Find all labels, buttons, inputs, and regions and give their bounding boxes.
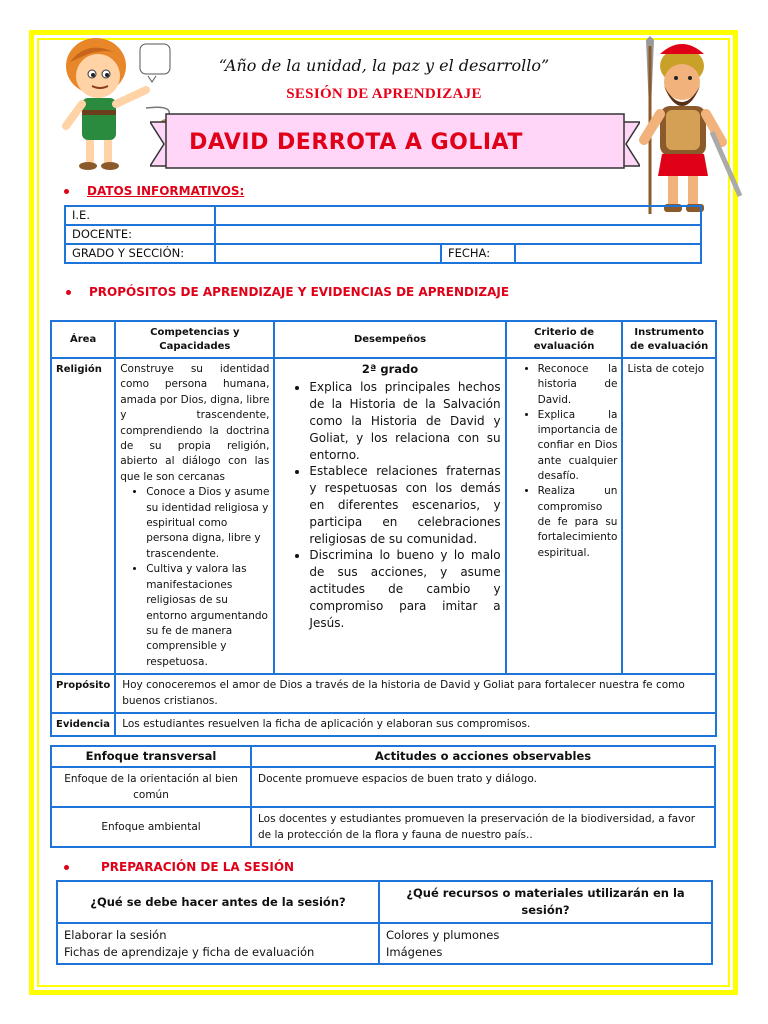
actitud-cell: Los docentes y estudiantes promueven la preservación de la biodiversidad, a favor de la protección de la flora y fauna de nuestro país.. [251, 807, 715, 847]
list-item: • Explica los principales hechos de la Historia de la Salvación como la Historia de David y Goliat, y los relaciona con su entorno. [309, 379, 500, 463]
header-instrumento: Instrumento de evaluación [622, 321, 716, 358]
fecha-value[interactable] [515, 244, 701, 263]
proposito-label: Propósito [51, 674, 115, 713]
list-item: • Conoce a Dios y asume su identidad religiosa y espiritual como persona digna, libre y trascendente. [146, 485, 269, 562]
datos-heading [64, 184, 244, 198]
list-item: • Realiza un compromiso de fe para su fortalecimiento espiritual. [538, 484, 618, 560]
antes-cell [57, 923, 379, 964]
header-area: Área [51, 321, 115, 358]
recursos-cell [379, 923, 712, 964]
enfoques-table [50, 745, 716, 848]
antes-item: Elaborar la sesión [64, 928, 167, 942]
list-item: • Cultiva y valora las manifestaciones religiosas de su entorno argumentando su fe de manera comprensible y respetuosa. [146, 562, 269, 670]
motto-text: “Año de la unidad, la paz y el desarrollo” [218, 56, 550, 75]
propositos-table [50, 320, 717, 737]
header-enfoque: Enfoque transversal [51, 746, 251, 767]
grado-value[interactable] [215, 244, 441, 263]
criterio-cell [506, 358, 623, 674]
preparacion-table [56, 880, 713, 965]
header-desempenos: Desempeños [274, 321, 505, 358]
area-cell: Religión [51, 358, 115, 674]
competencias-cell [115, 358, 274, 674]
preparacion-heading [64, 860, 294, 874]
fecha-label: FECHA: [441, 244, 515, 263]
header-antes: ¿Qué se debe hacer antes de la sesión? [57, 881, 379, 923]
header-criterio: Criterio de evaluación [506, 321, 623, 358]
antes-item: Fichas de aprendizaje y ficha de evaluación [64, 944, 315, 959]
desempenos-cell [274, 358, 505, 674]
ie-label: I.E. [65, 206, 215, 225]
enfoque-cell: Enfoque ambiental [51, 807, 251, 847]
proposito-text: Hoy conoceremos el amor de Dios a través de la historia de David y Goliat para fortalecer nuestra fe como buenos cristianos. [115, 674, 716, 713]
page-title: DAVID DERROTA A GOLIAT [189, 129, 523, 155]
docente-value[interactable] [215, 225, 701, 244]
list-item: • Explica la importancia de confiar en Dios ante cualquier desafío. [538, 408, 618, 484]
bullet-icon [66, 290, 71, 295]
header-actitudes: Actitudes o acciones observables [251, 746, 715, 767]
header-competencias: Competencias y Capacidades [115, 321, 274, 358]
recursos-item: Colores y plumones [386, 928, 500, 942]
evidencia-label: Evidencia [51, 713, 115, 736]
desempenos-list [309, 379, 500, 631]
recursos-item: Imágenes [386, 944, 443, 959]
bullet-icon [64, 189, 69, 194]
evidencia-text: Los estudiantes resuelven la ficha de aplicación y elaboran sus compromisos. [115, 713, 716, 736]
session-label: SESIÓN DE APRENDIZAJE [286, 86, 482, 102]
docente-label: DOCENTE: [65, 225, 215, 244]
ie-value[interactable] [215, 206, 701, 225]
competencia-text: Construye su identidad como persona humana, amada por Dios, digna, libre y trascendente, comprendiendo la doctrina de su propia religión, abierto al diálogo con las que le son cercanas [120, 363, 270, 483]
bullet-icon [64, 865, 69, 870]
criterios-list [538, 362, 618, 561]
capacidades-list [146, 485, 269, 670]
grado-label: GRADO Y SECCIÓN: [65, 244, 215, 263]
grade-label: 2ª grado [361, 362, 419, 376]
enfoque-cell: Enfoque de la orientación al bien común [51, 767, 251, 807]
list-item: • Establece relaciones fraternas y respetuosas con los demás en diferentes escenarios, y participa en celebraciones religiosas de su comunidad. [309, 463, 500, 547]
list-item: • Reconoce la historia de David. [538, 362, 618, 408]
actitud-cell: Docente promueve espacios de buen trato y diálogo. [251, 767, 715, 807]
preparacion-heading-text: PREPARACIÓN DE LA SESIÓN [101, 860, 295, 874]
datos-heading-text: DATOS INFORMATIVOS: [87, 184, 245, 198]
datos-table [64, 205, 702, 264]
instrumento-cell: Lista de cotejo [622, 358, 716, 674]
list-item: • Discrimina lo bueno y lo malo de sus acciones, y asume actitudes de cambio y compromiso para imitar a Jesús. [309, 547, 500, 631]
propositos-heading [66, 285, 509, 299]
header-recursos: ¿Qué recursos o materiales utilizarán en la sesión? [379, 881, 712, 923]
propositos-heading-text: PROPÓSITOS DE APRENDIZAJE Y EVIDENCIAS DE APRENDIZAJE [89, 285, 510, 299]
